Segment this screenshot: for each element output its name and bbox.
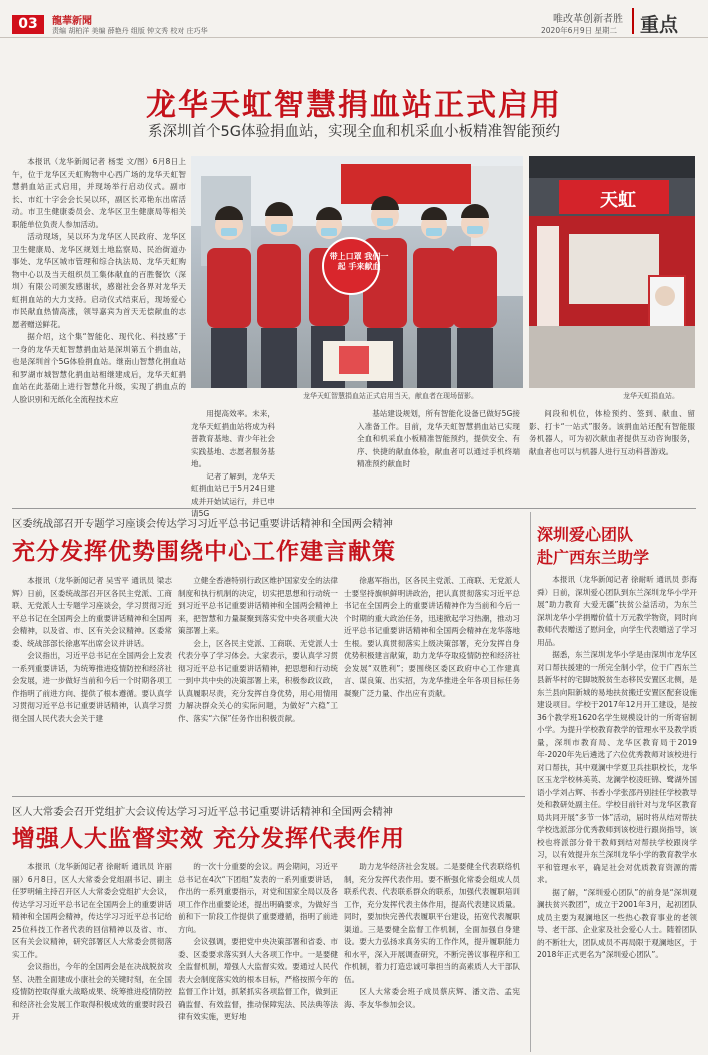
paragraph: 本报讯（龙华新闻记者 杨雯 文/图）6月8日上午，位于龙华区天虹购物中心西广场的龙华天虹智慧捐血站正式启用，并现场举行启动仪式。副市长、市红十字会会长吴以环，副区长邓艳东出席活动。市卫生健康委员会、龙华区卫生健康局等相关职能单位负责人参加活动。 bbox=[12, 157, 186, 229]
sidebar-headline-1: 深圳爱心团队 bbox=[537, 525, 634, 544]
newspaper-logo: 龍華新聞 bbox=[52, 16, 92, 27]
paragraph: 本报讯（龙华新闻记者 吴雪平 通讯员 梁志辉）日前，区委统战部召开区各民主党派、工商联、无党派人士专题学习座谈会，学习贯彻习近平总书记在全国两会上的重要讲话精神和全国两会精神，以及省、市、区有关会议精神。区委常委、统战部部长徐惠军出席会议并讲话。 bbox=[12, 576, 172, 648]
section-divider bbox=[632, 8, 634, 34]
blood-station-photo bbox=[529, 156, 695, 388]
sidebar-headline-2: 赴广西东兰助学 bbox=[537, 548, 650, 567]
paragraph: 会议指出，习近平总书记在全国两会上发表一系列重要讲话，为统筹推进疫情防控和经济社会发展，进一步做好当前和今后一个时期各项工作指明了前进方向、提供了根本遵循。要认真学习贯彻习近平总书记重要讲话精神，认真学习贯彻全国人民代表大会关于建 bbox=[12, 651, 172, 723]
lead-column-1 bbox=[12, 156, 186, 502]
paragraph: 会议强调，要把党中央决策部署和省委、市委、区委要求落实到人大各项工作中。一是要健全监督机制，增强人大监督实效。要通过人民代表大会制度落实效的根本目标，严格按照今年的监督工作计划，抓紧抓实各项监督工作，做到正确监督、有效监督，推动保障宪法、民法典等法律有效实施，更好地 bbox=[178, 937, 338, 1021]
article3-column-3 bbox=[344, 861, 520, 1051]
article2-headline: 充分发挥优势围绕中心工作建言献策 bbox=[12, 539, 396, 565]
paragraph: 立健全香港特别行政区维护国家安全的法律制度和执行机制的决定，切实把思想和行动统一到习近平总书记重要讲话精神和全国两会精神上来，把智慧和力量凝聚到落实党中央各项重大决策部署上来。 bbox=[178, 576, 338, 635]
slogan: 唯改革创新者胜 bbox=[553, 14, 623, 25]
paragraph: 徐惠军指出，区各民主党派、工商联、无党派人士要坚持旗帜鲜明讲政治，把认真贯彻落实习近平总书记在全国两会上的重要讲话精神作为当前和今后一个时期的重大政治任务，迅速掀起学习热潮，推动习近平总书记重要讲话精神和全国两会精神在龙华落地生根。要认真贯彻落实上级决策部署，充分发挥自身优势积极建言献策，助力龙华夺取疫情防控和经济社会发展“双胜利”；要围绕区委区政府中心工作建真言、谋良策、出实招，为龙华推进全年各项目标任务凝聚广泛力量、作出应有贡献。 bbox=[344, 576, 520, 698]
photo-caption: 龙华天虹捐血站。 bbox=[623, 392, 679, 400]
store-sign-text: 天虹 bbox=[600, 190, 636, 211]
paragraph: 据悉，东兰深圳龙华小学是由深圳市龙华区对口帮扶援建的一所完全制小学，位于广西东兰县新华村的宅脚坡脱贫生态移民安置区北侧，是东兰县向阳新城的易地扶贫搬迁安置区配套设施建设项目。学校于2017年12月开工建设，是按36个教学班1620名学生规模设计的一所寄宿制小学。为提升学校教育教学的管理水平及教学质量，深圳市教育局、龙华区教育局于2019年-2020年先后遴选了六位优秀教师对该校进行对口帮扶，其中观澜中学夏卫兵挂职校长，龙华区玉龙学校林美英、龙澜学校凌旺锦、鹭湖外国语小学刘占辉、书香小学张邵丹别挂任学校教导处和教研处副主任。学校目前针对与龙华区教育局共同开展“多节一体”活动，届时将从结对帮扶学校选派部分优秀教师到该校进行跟岗指导，该校也将派部分骨干教师到结对帮扶学校跟岗学习，以有效提升东兰深圳龙华小学的教育教学水平和管理水平，确足社会对优质教育资源的需求。 bbox=[537, 650, 697, 884]
article3-column-2 bbox=[178, 861, 338, 1051]
paragraph: 用提高效率。未来，龙华天虹捐血站将成为科普教育基地、青少年社会实践基地、志愿者服务基地。 bbox=[191, 409, 275, 468]
paragraph: 间段和机位，体检预约、签到、献血、留影、打卡“一站式”服务。该捐血站还配有智能服务机器人，可为初次献血者提供互动咨询服务，献血者也可以与机器人进行互动科普游戏。 bbox=[529, 409, 695, 456]
article2-kicker: 区委统战部召开专题学习座谈会传达学习习近平总书记重要讲话精神和全国两会精神 bbox=[12, 518, 393, 530]
paragraph: 活动现场，吴以环为龙华区人民政府、龙华区卫生健康局、龙华区规划土地监察局、民治街道办事处、龙华区城市管理和综合执法局、龙华天虹购物中心以及当天组织员工集体献血的百胜餐饮（深圳）有限公司颁发感谢状，感谢社会各界对龙华天虹捐血站的大力支持。启动仪式结束后，现场爱心市民献血热情高涨，领导嘉宾为首天无偿献血的志愿者赠送鲜花。 bbox=[12, 232, 186, 329]
sidebar-body bbox=[537, 574, 697, 1052]
section-name: 重点 bbox=[640, 14, 679, 36]
photo-caption: 龙华天虹智慧捐血站正式启用当天，献血者在现场留影。 bbox=[303, 392, 478, 400]
paragraph: 本报讯（龙华新闻记者 徐耐昕 通讯员 彭海舜）日前，深圳爱心团队到东兰深圳龙华小学开展“助力教育 大爱无疆”扶贫公益活动，为东兰深圳龙华小学捐赠价值十万元教学物资，同时向教师代表赠送了慰问金，向学生代表赠送了学习用品。 bbox=[537, 575, 697, 647]
article2-column-1 bbox=[12, 575, 172, 791]
paragraph: 的一次十分重要的会议。两会期间，习近平总书记在4次“下团组”发表的一系列重要讲话，作出的一系列重要指示，对党和国家全局以及各项工作作出重要论述，提出明确要求，为做好当前和下一阶段工作提供了重要遵循，指明了前进方向。 bbox=[178, 862, 338, 934]
lead-column-4 bbox=[529, 408, 695, 504]
lead-column-2 bbox=[191, 408, 275, 518]
lead-subheadline: 系深圳首个5G体验捐血站，实现全血和机采血小板精准智能预约 bbox=[148, 124, 560, 140]
paragraph: 本报讯（龙华新闻记者 徐耐昕 通讯员 许丽丽）6月8日，区人大常委会党组副书记、副主任罗明辅主持召开区人大常委会党组扩大会议，传达学习习近平总书记在全国两会上的重要讲话精神和全国两会精神，传达学习习近平总书记给25位科技工作者代表的回信精神以及省、市、区有关会议精神，研究部署区人大常委会贯彻落实工作。 bbox=[12, 862, 172, 959]
paragraph: 据了解，“深圳爱心团队”的前身是“深圳观澜扶贫兴教团”，成立于2001年3月，起初团队成员主要为观澜地区一些热心教育事业的老领导、老干部、企业家及社会爱心人士。随着团队的不断壮大，团队成员不再局限于观澜地区，于2018年正式更名为“深圳爱心团队”。 bbox=[537, 887, 697, 959]
volunteers-illustration bbox=[191, 156, 523, 388]
article2-column-3 bbox=[344, 575, 520, 791]
article2-column-2 bbox=[178, 575, 338, 791]
donation-sign-text: 带上口罩 我们一起 手来献血 bbox=[329, 252, 389, 271]
lead-column-3 bbox=[357, 408, 520, 504]
paragraph: 区人大常委会班子成员蔡庆辉、潘文浩、孟宪海、李友华参加会议。 bbox=[344, 987, 520, 1009]
editor-credits: 责编 胡柏洋 美编 薛艳丹 组版 钟文秀 校对 庄巧华 bbox=[52, 27, 208, 35]
article3-column-1 bbox=[12, 861, 172, 1051]
paragraph: 基站建设规划，所有智能化设备已做好5G接入准备工作。目前，龙华天虹智慧捐血站已实现全血和机采血小板精准智能预约，提供安全、有序、快捷的献血体验，献血者可以通过手机终端精准预约献血时 bbox=[357, 409, 520, 468]
paragraph: 会上，区各民主党派、工商联、无党派人士代表分享了学习体会。大家表示，要认真学习贯彻习近平总书记重要讲话精神，把思想和行动统一到中共中央的决策部署上来，积极参政议政，认真履职尽责，充分发挥自身优势，用心用情用力解决群众关心的实际问题，为做好“六稳”工作、落实“六保”任务作出积极贡献。 bbox=[178, 638, 338, 723]
divider bbox=[12, 508, 696, 509]
issue-date: 2020年6月9日 星期二 bbox=[541, 26, 618, 35]
divider bbox=[12, 796, 525, 797]
article3-kicker: 区人大常委会召开党组扩大会议传达学习习近平总书记重要讲话精神和全国两会精神 bbox=[12, 806, 393, 818]
volunteers-photo bbox=[191, 156, 523, 388]
lead-headline: 龙华天虹智慧捐血站正式启用 bbox=[146, 88, 562, 123]
sidebar-divider bbox=[530, 512, 531, 1052]
paragraph: 据介绍，这个集“智能化、现代化、科技感”于一身的龙华天虹智慧捐血站是深圳第五个捐血站，也是深圳首个5G体验捐血站。继南山智慧化捐血站和罗湖市城智慧化捐血站相继建成后，龙华天虹捐血站在此基础上进行智慧化升级，实现了捐血点的人脸识别和无纸化全流程技术应 bbox=[12, 332, 186, 404]
page-number: 03 bbox=[12, 15, 44, 34]
paragraph: 记者了解到，龙华天虹捐血站已于5月24日建成并开始试运行，并已申请5G bbox=[191, 471, 275, 518]
paragraph: 助力龙华经济社会发展。二是要健全代表联络机制，充分发挥代表作用。要不断强化常委会组成人员联系代表、代表联系群众的联系，加强代表履职培训工作，充分发挥代表主体作用，提高代表建议质量。同时，要加快完善代表履职平台建设，拓宽代表履职渠道。三是要健全监督工作机制，全面加强自身建设。要大力弘扬求真务实的工作作风，提升履职能力和水平，深入开展调查研究，不断完善议事程序和工作机制，着力打造忠诚可靠担当的高素质人大干部队伍。 bbox=[344, 862, 520, 984]
article3-headline: 增强人大监督实效 充分发挥代表作用 bbox=[12, 826, 406, 852]
page-header bbox=[0, 0, 708, 38]
paragraph: 会议指出，今年的全国两会是在决战脱贫攻坚、决胜全面建成小康社会的关键时刻，在全国疫情防控取得重大战略成果、统筹推进疫情防控和经济社会发展工作取得积极成效的重要时段召开 bbox=[12, 962, 172, 1021]
